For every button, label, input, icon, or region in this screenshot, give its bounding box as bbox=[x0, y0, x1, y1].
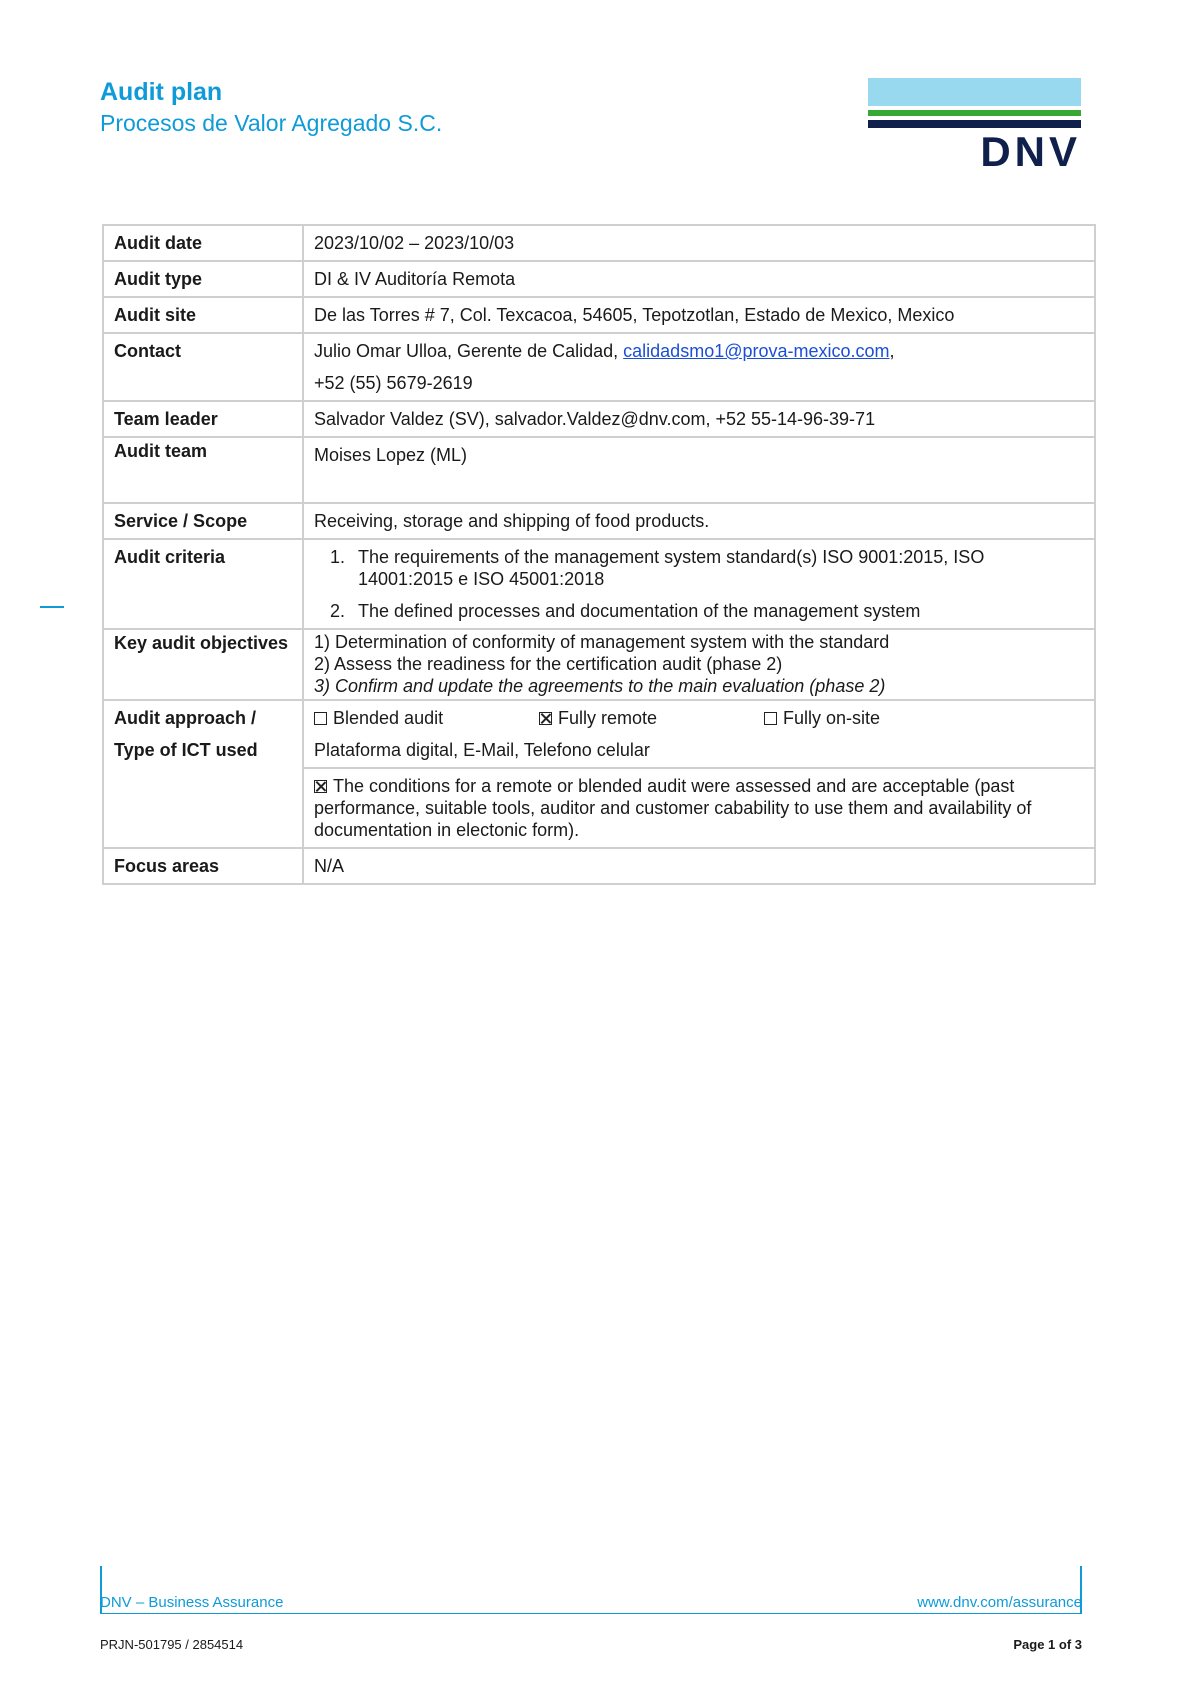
row-label: Audit criteria bbox=[103, 539, 303, 629]
row-label: Team leader bbox=[103, 401, 303, 437]
option-label: Fully remote bbox=[558, 708, 658, 728]
option-label: Blended audit bbox=[333, 708, 444, 728]
table-row bbox=[103, 297, 1095, 333]
list-item: 1. The requirements of the management system standard(s) ISO 9001:2015, ISO 14001:2015 e ISO 45001:2018 bbox=[350, 546, 1084, 590]
option-label: Fully on-site bbox=[783, 708, 881, 728]
ict-value: Plataforma digital, E-Mail, Telefono celular bbox=[314, 740, 650, 760]
checked-checkbox-icon[interactable] bbox=[539, 712, 552, 725]
approach-value bbox=[303, 700, 1095, 768]
objective-line: 3) Confirm and update the agreements to the main evaluation (phase 2) bbox=[314, 676, 886, 696]
list-item: 2. The defined processes and documentation of the management system bbox=[350, 600, 1084, 622]
row-label: Audit site bbox=[103, 297, 303, 333]
audit-site-value: De las Torres # 7, Col. Texcacoa, 54605, Tepotzotlan, Estado de Mexico, Mexico bbox=[303, 297, 1095, 333]
audit-team-value: Moises Lopez (ML) bbox=[303, 437, 1095, 503]
row-label: Audit date bbox=[103, 225, 303, 261]
dnv-logo bbox=[868, 78, 1081, 175]
audit-plan-table bbox=[102, 224, 1096, 885]
contact-separator: , bbox=[889, 341, 895, 361]
contact-name: Julio Omar Ulloa, Gerente de Calidad, bbox=[314, 341, 624, 361]
audit-date-value: 2023/10/02 – 2023/10/03 bbox=[303, 225, 1095, 261]
checkbox-icon[interactable] bbox=[764, 712, 777, 725]
logo-text: DNV bbox=[980, 128, 1081, 175]
footer-company: DNV – Business Assurance bbox=[100, 1594, 284, 1611]
objective-line: 1) Determination of conformity of management system with the standard bbox=[314, 632, 890, 652]
footer-rule bbox=[100, 1613, 1082, 1614]
objective-line: 2) Assess the readiness for the certification audit (phase 2) bbox=[314, 654, 783, 674]
table-row bbox=[103, 629, 1095, 700]
option-fully-onsite[interactable] bbox=[764, 707, 989, 729]
scope-value: Receiving, storage and shipping of food products. bbox=[303, 503, 1095, 539]
conditions-text: The conditions for a remote or blended audit were assessed and are acceptable (past performance, suitable tools, auditor and customer cabability to use them and availability of documentation in electonic form). bbox=[314, 776, 1032, 840]
table-row bbox=[103, 261, 1095, 297]
approach-options bbox=[314, 707, 1084, 729]
table-row bbox=[103, 401, 1095, 437]
row-label: Contact bbox=[103, 333, 303, 401]
checked-checkbox-icon[interactable] bbox=[314, 780, 327, 793]
row-label: Key audit objectives bbox=[103, 629, 303, 700]
table-row bbox=[103, 700, 1095, 768]
team-leader-value: Salvador Valdez (SV), salvador.Valdez@dnv.com, +52 55-14-96-39-71 bbox=[303, 401, 1095, 437]
criteria-value bbox=[303, 539, 1095, 629]
focus-value: N/A bbox=[303, 848, 1095, 884]
table-row bbox=[103, 225, 1095, 261]
row-label bbox=[103, 700, 303, 848]
footer-website-link[interactable]: www.dnv.com/assurance bbox=[917, 1594, 1082, 1611]
row-label: Audit team bbox=[103, 437, 303, 503]
criteria-list bbox=[314, 546, 1084, 622]
footer-page-number: Page 1 of 3 bbox=[1013, 1637, 1082, 1652]
audit-type-value: DI & IV Auditoría Remota bbox=[303, 261, 1095, 297]
margin-marker bbox=[40, 606, 64, 608]
table-row bbox=[103, 848, 1095, 884]
contact-value bbox=[303, 333, 1095, 401]
conditions-value bbox=[303, 768, 1095, 848]
row-label: Service / Scope bbox=[103, 503, 303, 539]
option-fully-remote[interactable] bbox=[539, 707, 764, 729]
table-row bbox=[103, 539, 1095, 629]
document-subtitle: Procesos de Valor Agregado S.C. bbox=[100, 110, 443, 136]
objectives-value bbox=[303, 629, 1095, 700]
table-row bbox=[103, 437, 1095, 503]
table-row bbox=[103, 333, 1095, 401]
document-title: Audit plan bbox=[100, 78, 223, 106]
ict-label: Type of ICT used bbox=[114, 740, 258, 760]
footer-doc-ref: PRJN-501795 / 2854514 bbox=[100, 1637, 244, 1652]
contact-email-link[interactable]: calidadsmo1@prova-mexico.com bbox=[623, 341, 890, 361]
table-row bbox=[103, 503, 1095, 539]
option-blended[interactable] bbox=[314, 707, 539, 729]
approach-label: Audit approach / bbox=[114, 708, 257, 728]
checkbox-icon[interactable] bbox=[314, 712, 327, 725]
row-label: Audit type bbox=[103, 261, 303, 297]
row-label: Focus areas bbox=[103, 848, 303, 884]
contact-phone: +52 (55) 5679-2619 bbox=[314, 373, 473, 393]
